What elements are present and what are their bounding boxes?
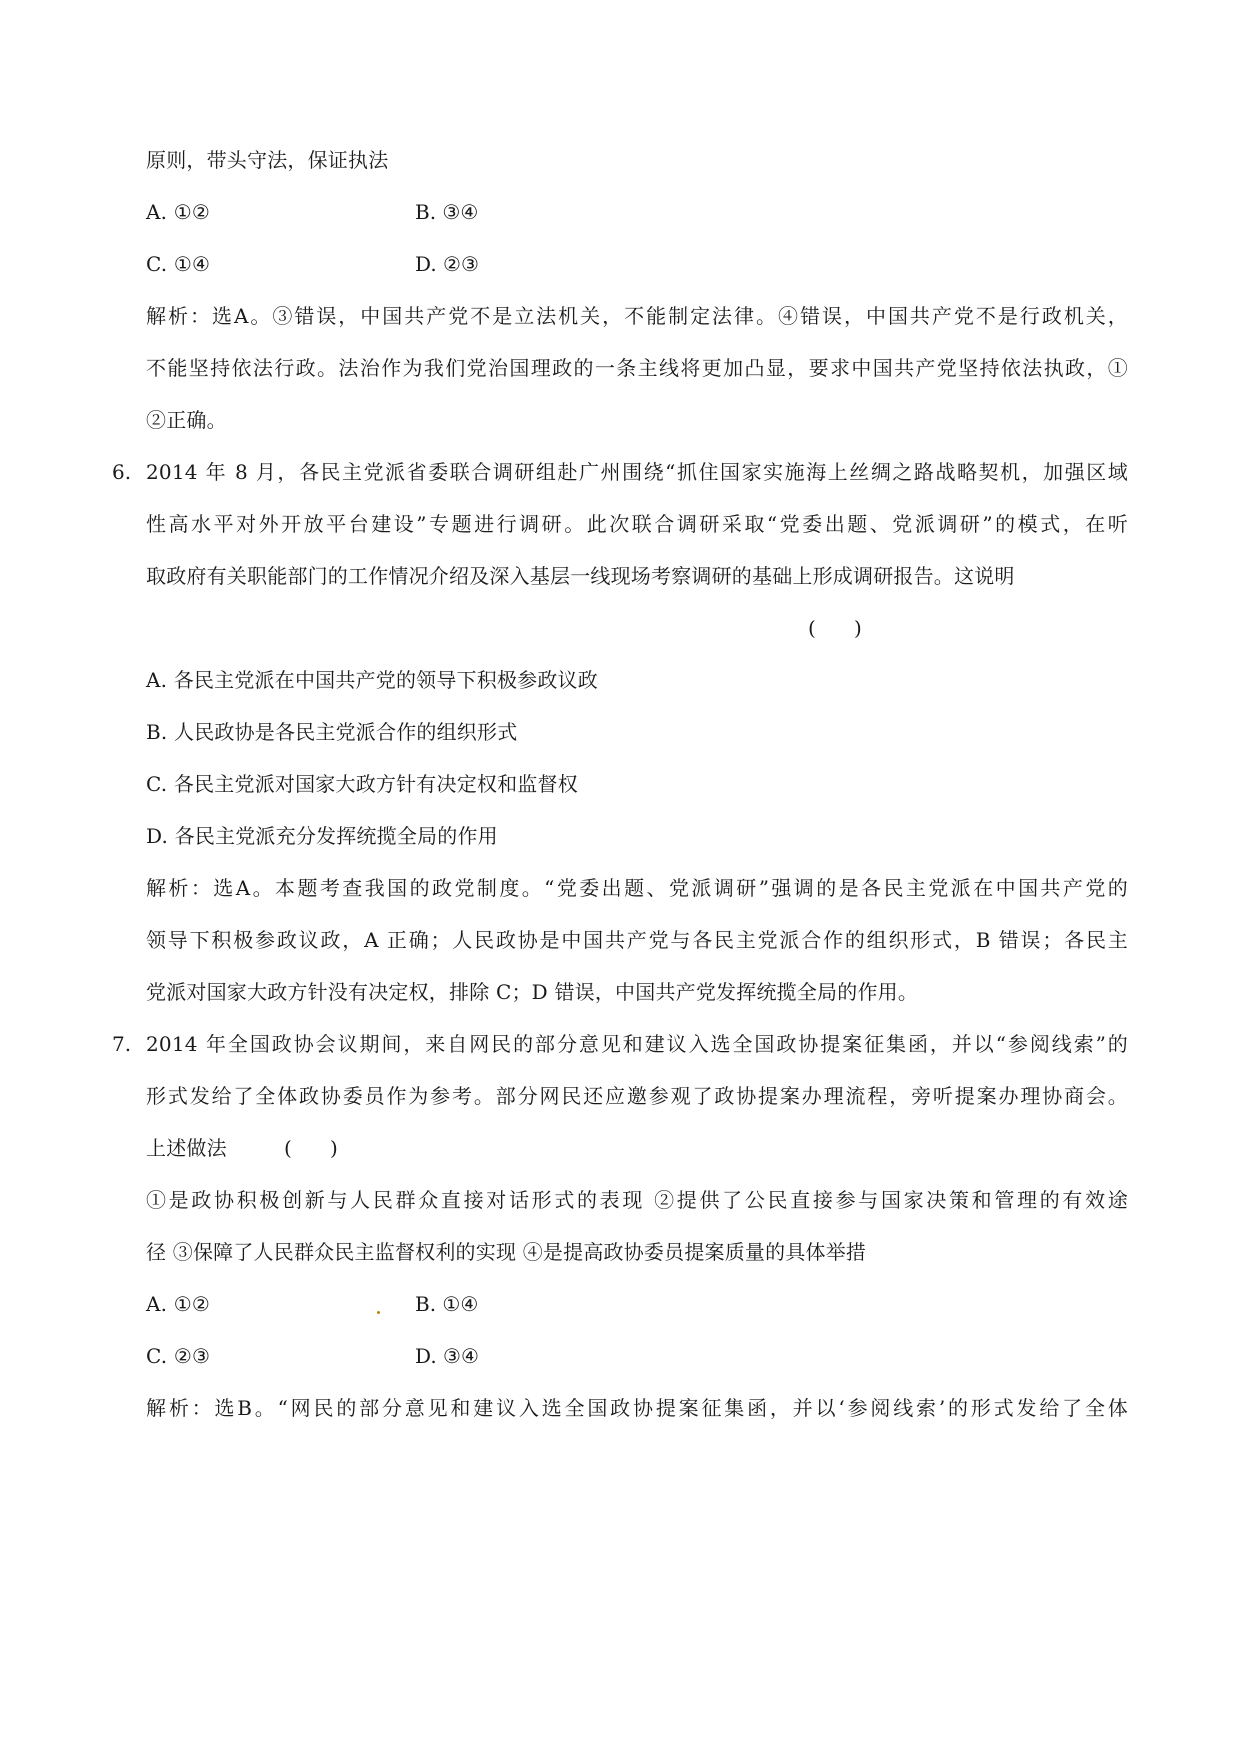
stray-dot-mark <box>377 1311 380 1314</box>
question-6-answer-parentheses: ( ) <box>808 616 862 640</box>
question-7-option-c: C. ②③ <box>146 1344 211 1368</box>
question-5-option-a: A. ①② <box>146 200 211 224</box>
question-7-stem-line-1: 2014 年全国政协会议期间，来自网民的部分意见和建议入选全国政协提案征集函，并以“参阅线索”的 <box>146 1032 1128 1056</box>
question-6-stem-line-1: 2014 年 8 月，各民主党派省委联合调研组赴广州围绕“抓住国家实施海上丝绸之路战略契机，加强区域 <box>146 460 1128 484</box>
question-5-analysis-line-1: 解析：选A。③错误，中国共产党不是立法机关，不能制定法律。④错误，中国共产党不是行政机关， <box>146 304 1128 328</box>
question-7-analysis-line-1: 解析：选B。“网民的部分意见和建议入选全国政协提案征集函，并以‘参阅线索’的形式发给了全体 <box>146 1396 1128 1420</box>
question-7-option-b: B. ①④ <box>415 1292 479 1316</box>
question-6-stem-line-2: 性高水平对外开放平台建设”专题进行调研。此次联合调研采取“党委出题、党派调研”的模式，在听 <box>146 512 1128 536</box>
question-5-option-b: B. ③④ <box>415 200 479 224</box>
question-7-option-d: D. ③④ <box>415 1344 479 1368</box>
question-5-analysis-line-3: ②正确。 <box>146 408 227 432</box>
question-7-number: 7. <box>112 1032 132 1056</box>
question-6-stem-line-3: 取政府有关职能部门的工作情况介绍及深入基层一线现场考察调研的基础上形成调研报告。这说明 <box>146 564 1015 588</box>
question-6-number: 6. <box>112 460 132 484</box>
question-7-option-a: A. ①② <box>146 1292 211 1316</box>
question-6-analysis-line-3: 党派对国家大政方针没有决定权，排除 C；D 错误，中国共产党发挥统揽全局的作用。 <box>146 980 919 1004</box>
question-7-stem-line-3: 上述做法 <box>146 1136 227 1160</box>
question-5-option-d: D. ②③ <box>415 252 479 276</box>
question-5-option-c: C. ①④ <box>146 252 211 276</box>
question-6-option-d: D. 各民主党派充分发挥统揽全局的作用 <box>146 824 498 848</box>
question-6-option-c: C. 各民主党派对国家大政方针有决定权和监督权 <box>146 772 578 796</box>
question-6-analysis-line-2: 领导下积极参政议政，A 正确；人民政协是中国共产党与各民主党派合作的组织形式，B 错误；各民主 <box>146 928 1128 952</box>
question-7-items-line-1: ①是政协积极创新与人民群众直接对话形式的表现 ②提供了公民直接参与国家决策和管理的有效途 <box>146 1188 1128 1212</box>
question-6-option-a: A. 各民主党派在中国共产党的领导下积极参政议政 <box>146 668 598 692</box>
question-7-stem-line-2: 形式发给了全体政协委员作为参考。部分网民还应邀参观了政协提案办理流程，旁听提案办理协商会。 <box>146 1084 1128 1108</box>
question-6-option-b: B. 人民政协是各民主党派合作的组织形式 <box>146 720 518 744</box>
question-7-items-line-2: 径 ③保障了人民群众民主监督权利的实现 ④是提高政协委员提案质量的具体举措 <box>146 1240 867 1264</box>
question-5-stem-continuation: 原则，带头守法，保证执法 <box>146 148 389 172</box>
question-5-analysis-line-2: 不能坚持依法行政。法治作为我们党治国理政的一条主线将更加凸显，要求中国共产党坚持依法执政，① <box>146 356 1128 380</box>
question-6-analysis-line-1: 解析：选A。本题考查我国的政党制度。“党委出题、党派调研”强调的是各民主党派在中国共产党的 <box>146 876 1128 900</box>
question-7-answer-parentheses: ( ) <box>284 1136 338 1160</box>
